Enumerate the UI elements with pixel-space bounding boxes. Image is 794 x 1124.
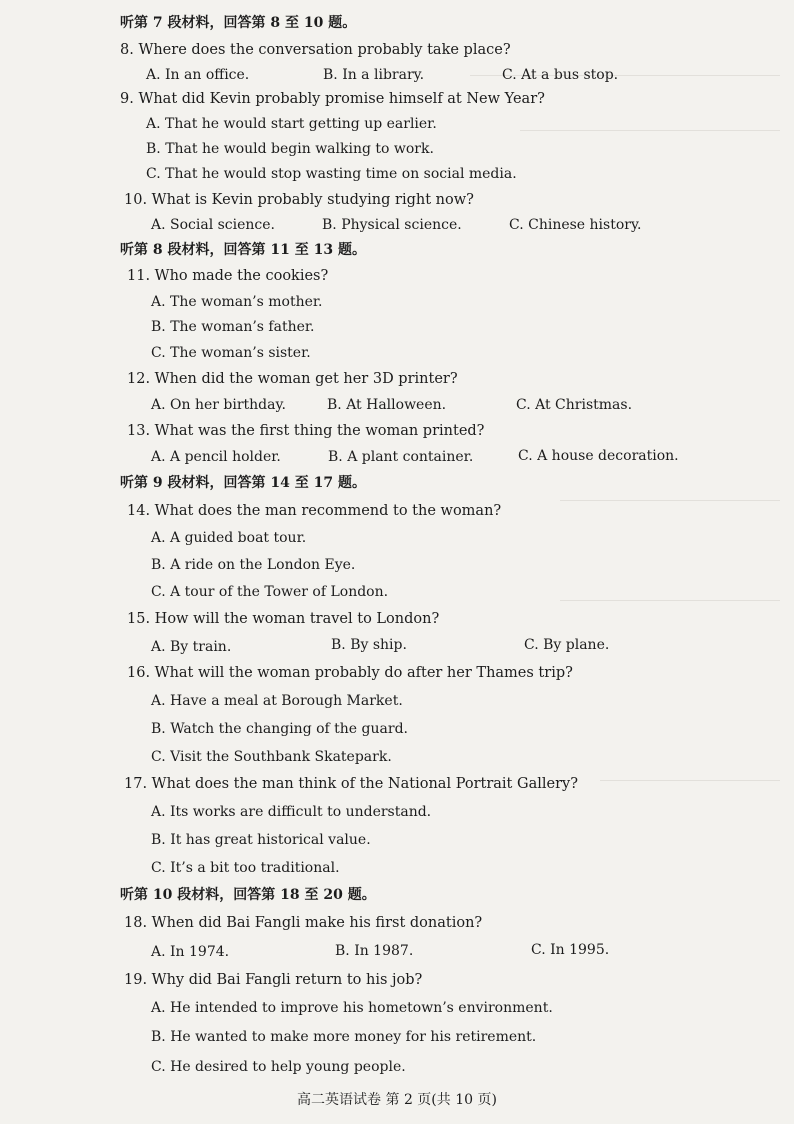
q10-option-a: A. Social science. [151, 217, 276, 233]
question-8-stem: 8. Where does the conversation probably take place? [120, 42, 511, 58]
q16-option-b: B. Watch the changing of the guard. [151, 721, 408, 737]
q12-option-c: C. At Christmas. [516, 397, 633, 413]
section-heading-7: 听第 7 段材料，回答第 8 至 10 题。 [120, 15, 357, 31]
q19-option-c: C. He desired to help young people. [151, 1059, 406, 1075]
question-10-stem: 10. What is Kevin probably studying right now? [124, 192, 474, 208]
q11-option-c: C. The woman’s sister. [151, 345, 311, 361]
q9-option-a: A. That he would start getting up earlier. [146, 116, 437, 132]
q18-option-c: C. In 1995. [531, 942, 610, 958]
q15-option-a: A. By train. [151, 639, 232, 655]
q9-option-b: B. That he would begin walking to work. [146, 141, 434, 157]
q16-option-a: A. Have a meal at Borough Market. [151, 693, 403, 709]
question-16-stem: 16. What will the woman probably do after her Thames trip? [127, 665, 573, 681]
q8-option-b: B. In a library. [323, 67, 425, 83]
q13-option-a: A. A pencil holder. [151, 449, 281, 465]
q14-option-a: A. A guided boat tour. [151, 530, 307, 546]
question-19-stem: 19. Why did Bai Fangli return to his job? [124, 972, 423, 988]
q16-option-c: C. Visit the Southbank Skatepark. [151, 749, 392, 765]
question-14-stem: 14. What does the man recommend to the woman? [127, 503, 502, 519]
background-rule [600, 780, 780, 781]
q18-option-a: A. In 1974. [151, 944, 230, 960]
section-heading-10: 听第 10 段材料，回答第 18 至 20 题。 [120, 887, 376, 903]
q14-option-c: C. A tour of the Tower of London. [151, 584, 389, 600]
q13-option-c: C. A house decoration. [518, 448, 679, 464]
q17-option-c: C. It’s a bit too traditional. [151, 860, 340, 876]
q14-option-b: B. A ride on the London Eye. [151, 557, 356, 573]
q8-option-c: C. At a bus stop. [502, 67, 619, 83]
background-rule [520, 130, 780, 131]
background-rule [560, 500, 780, 501]
q8-option-a: A. In an office. [146, 67, 250, 83]
q12-option-b: B. At Halloween. [327, 397, 447, 413]
q11-option-b: B. The woman’s father. [151, 319, 315, 335]
question-11-stem: 11. Who made the cookies? [127, 268, 329, 284]
q9-option-c: C. That he would stop wasting time on social media. [146, 166, 517, 182]
question-17-stem: 17. What does the man think of the National Portrait Gallery? [124, 776, 578, 792]
section-heading-8: 听第 8 段材料，回答第 11 至 13 题。 [120, 242, 366, 258]
question-9-stem: 9. What did Kevin probably promise himself at New Year? [120, 91, 545, 107]
q13-option-b: B. A plant container. [328, 449, 474, 465]
q19-option-a: A. He intended to improve his hometown’s environment. [151, 1000, 553, 1016]
q12-option-a: A. On her birthday. [151, 397, 286, 413]
question-18-stem: 18. When did Bai Fangli make his first donation? [124, 915, 483, 931]
q17-option-b: B. It has great historical value. [151, 832, 371, 848]
q10-option-c: C. Chinese history. [509, 217, 642, 233]
question-15-stem: 15. How will the woman travel to London? [127, 611, 440, 627]
question-13-stem: 13. What was the first thing the woman printed? [127, 423, 485, 439]
q11-option-a: A. The woman’s mother. [151, 294, 323, 310]
question-12-stem: 12. When did the woman get her 3D printer? [127, 371, 458, 387]
page-footer: 高二英语试卷 第 2 页(共 10 页) [297, 1092, 497, 1108]
section-heading-9: 听第 9 段材料，回答第 14 至 17 题。 [120, 475, 366, 491]
q19-option-b: B. He wanted to make more money for his retirement. [151, 1029, 537, 1045]
q15-option-c: C. By plane. [524, 637, 610, 653]
background-rule [560, 600, 780, 601]
q10-option-b: B. Physical science. [322, 217, 462, 233]
q15-option-b: B. By ship. [331, 637, 407, 653]
q18-option-b: B. In 1987. [335, 943, 414, 959]
q17-option-a: A. Its works are difficult to understand. [151, 804, 432, 820]
